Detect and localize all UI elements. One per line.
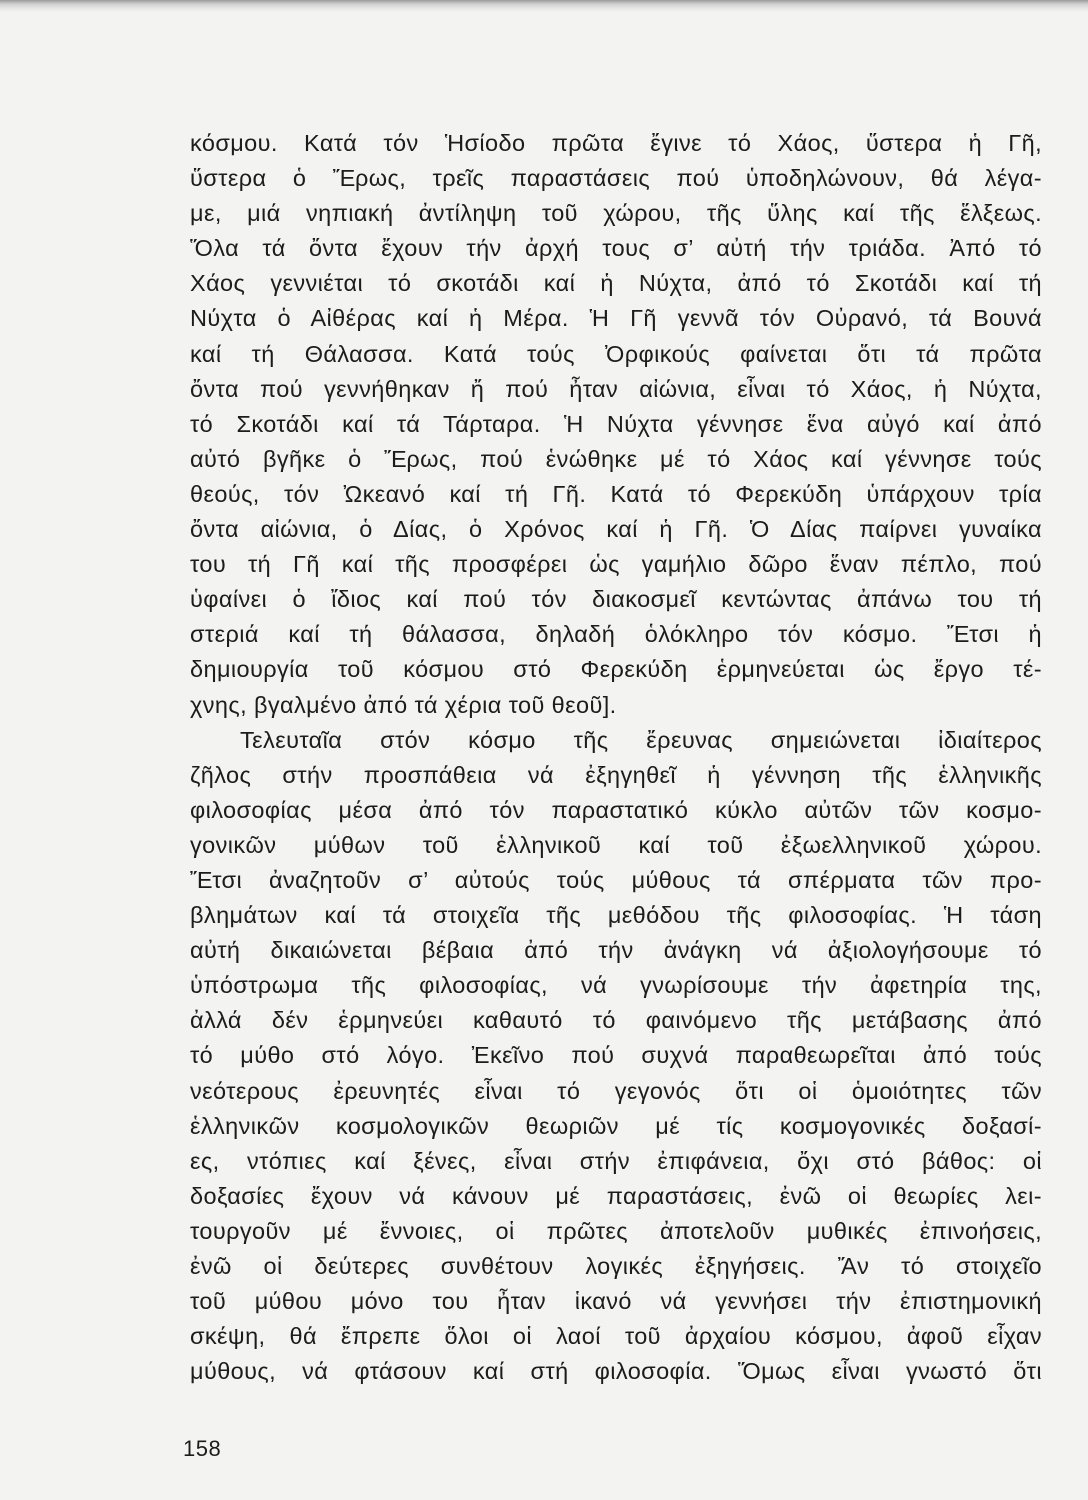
text-line: αὐτή δικαιώνεται βέβαια ἀπό τήν ἀνάγκη νά ἀξιολογήσουμε τό: [190, 937, 1042, 964]
text-line: τοῦ μύθου μόνο του ἦταν ἱκανό νά γεννήσει τήν ἐπιστημονική: [190, 1288, 1042, 1315]
text-line: καί τή Θάλασσα. Κατά τούς Ὀρφικούς φαίνεται ὅτι τά πρῶτα: [190, 340, 1042, 367]
text-line: Ἔτσι ἀναζητοῦν σ’ αὐτούς τούς μύθους τά σπέρματα τῶν προ-: [190, 866, 1042, 893]
text-line: ἑλληνικῶν κοσμολογικῶν θεωριῶν μέ τίς κοσμογονικές δοξασί-: [190, 1112, 1042, 1139]
text-line: θεούς, τόν Ὠκεανό καί τή Γῆ. Κατά τό Φερεκύδη ὑπάρχουν τρία: [190, 480, 1042, 507]
text-line: δοξασίες ἔχουν νά κάνουν μέ παραστάσεις, ἐνῶ οἱ θεωρίες λει-: [190, 1182, 1042, 1209]
text-line: χνης, βγαλμένο ἀπό τά χέρια τοῦ θεοῦ].: [190, 691, 617, 718]
text-line: φιλοσοφίας μέσα ἀπό τόν παραστατικό κύκλο αὐτῶν τῶν κοσμο-: [190, 796, 1042, 823]
text-line: αὐτό βγῆκε ὁ Ἔρως, πού ἑνώθηκε μέ τό Χάος καί γέννησε τούς: [190, 445, 1042, 472]
text-line: τό Σκοτάδι καί τά Τάρταρα. Ἡ Νύχτα γέννησε ἕνα αὐγό καί ἀπό: [190, 410, 1042, 437]
text-line: ὑπόστρωμα τῆς φιλοσοφίας, νά γνωρίσουμε τήν ἀφετηρία της,: [190, 972, 1042, 999]
text-line: Νύχτα ὁ Αἰθέρας καί ἡ Μέρα. Ἡ Γῆ γεννᾶ τόν Οὐρανό, τά Βουνά: [190, 305, 1042, 332]
text-line: κόσμου. Κατά τόν Ἡσίοδο πρῶτα ἔγινε τό Χάος, ὕστερα ἡ Γῆ,: [190, 130, 1042, 156]
text-line: ὄντα αἰώνια, ὁ Δίας, ὁ Χρόνος καί ἡ Γῆ. Ὁ Δίας παίρνει γυναίκα: [190, 516, 1042, 543]
text-line: ὄντα πού γεννήθηκαν ἤ πού ἦταν αἰώνια, εἶναι τό Χάος, ἡ Νύχτα,: [190, 375, 1042, 402]
text-line: ζῆλος στήν προσπάθεια νά ἐξηγηθεῖ ἡ γέννηση τῆς ἑλληνικῆς: [190, 761, 1042, 788]
text-line: ἐνῶ οἱ δεύτερες συνθέτουν λογικές ἐξηγήσεις. Ἄν τό στοιχεῖο: [190, 1253, 1042, 1279]
text-line: Ὅλα τά ὄντα ἔχουν τήν ἀρχή τους σ’ αὐτή τήν τριάδα. Ἀπό τό: [190, 235, 1042, 262]
text-line: ὑφαίνει ὁ ἴδιος καί πού τόν διακοσμεῖ κεντώντας ἀπάνω του τή: [190, 586, 1042, 613]
text-line: ἀλλά δέν ἑρμηνεύει καθαυτό τό φαινόμενο τῆς μετάβασης ἀπό: [190, 1007, 1042, 1034]
text-line: με, μιά νηπιακή ἀντίληψη τοῦ χώρου, τῆς ὕλης καί τῆς ἕλξεως.: [190, 200, 1042, 227]
text-line: του τή Γῆ καί τῆς προσφέρει ὡς γαμήλιο δῶρο ἕναν πέπλο, πού: [190, 551, 1042, 578]
text-line: γονικῶν μύθων τοῦ ἑλληνικοῦ καί τοῦ ἐξωελληνικοῦ χώρου.: [190, 831, 1042, 858]
text-line: στεριά καί τή θάλασσα, δηλαδή ὁλόκληρο τόν κόσμο. Ἔτσι ἡ: [190, 621, 1042, 648]
text-line: δημιουργία τοῦ κόσμου στό Φερεκύδη ἑρμηνεύεται ὡς ἔργο τέ-: [190, 656, 1042, 683]
text-line: τό μύθο στό λόγο. Ἐκεῖνο πού συχνά παραθεωρεῖται ἀπό τούς: [190, 1042, 1042, 1069]
text-line: ες, ντόπιες καί ξένες, εἶναι στήν ἐπιφάνεια, ὄχι στό βάθος: οἱ: [190, 1147, 1042, 1174]
text-line: μύθους, νά φτάσουν καί στή φιλοσοφία. Ὅμως εἶναι γνωστό ὅτι: [190, 1358, 1042, 1385]
text-line: βλημάτων καί τά στοιχεῖα τῆς μεθόδου τῆς φιλοσοφίας. Ἡ τάση: [190, 902, 1042, 929]
page-number: 158: [183, 1436, 222, 1461]
page-top-edge: [0, 0, 1088, 12]
body-text: [190, 126, 1042, 1389]
text-line: Τελευταῖα στόν κόσμο τῆς ἔρευνας σημειώνεται ἰδιαίτερος: [240, 726, 1042, 753]
text-line: Χάος γεννιέται τό σκοτάδι καί ἡ Νύχτα, ἀπό τό Σκοτάδι καί τή: [190, 270, 1042, 297]
text-line: τουργοῦν μέ ἔννοιες, οἱ πρῶτες ἀποτελοῦν μυθικές ἐπινοήσεις,: [190, 1217, 1042, 1244]
text-line: ὕστερα ὁ Ἔρως, τρεῖς παραστάσεις πού ὑποδηλώνουν, θά λέγα-: [190, 165, 1042, 192]
text-line: νεότερους ἐρευνητές εἶναι τό γεγονός ὅτι οἱ ὁμοιότητες τῶν: [190, 1077, 1042, 1104]
text-line: σκέψη, θά ἔπρεπε ὅλοι οἱ λαοί τοῦ ἀρχαίου κόσμου, ἀφοῦ εἶχαν: [190, 1323, 1042, 1350]
